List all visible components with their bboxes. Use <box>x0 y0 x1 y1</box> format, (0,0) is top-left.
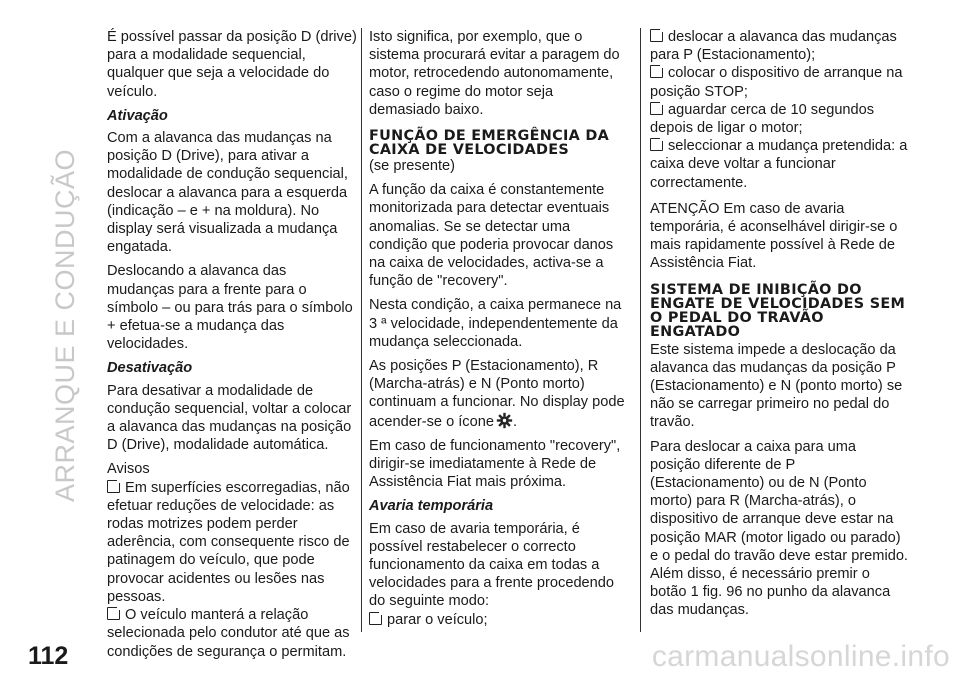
page-number: 112 <box>28 642 69 670</box>
subheading-avaria: Avaria temporária <box>369 498 494 515</box>
list-item: O veículo manterá a relação selecionada pelo condutor até que as condições de segurança o permitam. <box>107 607 350 660</box>
bullet-icon <box>107 607 120 620</box>
paragraph: ATENÇÃO Em caso de avaria temporária, é aconselhável dirigir-se o mais rapidamente possível à Rede de Assistência Fiat. <box>650 200 898 272</box>
paragraph: É possível passar da posição D (drive) para a modalidade sequencial, qualquer que seja a velocidade do veículo. <box>107 29 357 100</box>
paragraph: Em caso de avaria temporária, é possível restabelecer o correcto funcionamento da caixa em todas a velocidades para a frente procedendo do seguinte modo: <box>369 520 615 610</box>
column-1 <box>107 28 357 661</box>
paragraph: Deslocando a alavanca das mudanças para a frente para o símbolo – ou para trás para o símbolo + efetua-se a mudança das velocidades. <box>107 263 353 353</box>
section-title: ARRANQUE E CONDUÇÃO <box>50 148 81 502</box>
subheading-avisos: Avisos <box>107 461 150 478</box>
list-item: aguardar cerca de 10 segundos depois de ligar o motor; <box>650 101 875 137</box>
column-3 <box>650 28 910 626</box>
gearbox-warning-icon <box>496 412 513 429</box>
paragraph: Em caso de funcionamento "recovery", dirigir-se imediatamente à Rede de Assistência Fiat mais próxima. <box>369 437 621 491</box>
bullet-icon <box>650 102 663 115</box>
bullet-icon <box>650 138 663 151</box>
paragraph: Para deslocar a caixa para uma posição diferente de P (Estacionamento) ou de N (Ponto morto) para R (Marcha-atrás), o dispositivo de arranque deve estar na posição MAR (motor ligado ou parado) e o pedal do travão deve estar premido. Além disso, é necessário premir o botão 1 fig. 96 no punho da alavanca das mudanças. <box>650 438 908 619</box>
paragraph: As posições P (Estacionamento), R (Marcha-atrás) e N (Ponto morto) continuam a funcionar. No display pode acender-se o ícone . <box>369 358 625 430</box>
column-divider <box>361 28 362 632</box>
list-item: colocar o dispositivo de arranque na posição STOP; <box>650 65 903 100</box>
list-item: parar o veículo; <box>369 611 627 629</box>
subheading-ativacao: Ativação <box>107 107 168 124</box>
watermark: carmanualsonline.info <box>651 640 950 673</box>
column-divider <box>640 28 641 632</box>
column-2 <box>369 28 627 629</box>
section-title-vertical <box>46 20 86 630</box>
bullet-icon <box>650 29 663 42</box>
list-item: seleccionar a mudança pretendida: a caixa deve voltar a funcionar correctamente. <box>650 138 908 191</box>
bullet-icon <box>369 612 382 625</box>
subheading-desativacao: Desativação <box>107 360 193 377</box>
bullet-icon <box>650 65 663 78</box>
paragraph: A função da caixa é constantemente monitorizada para detectar eventuais anomalias. Se se detectar uma condição que poderia provocar danos na caixa de velocidades, activa-se a função de "recovery". <box>369 182 614 290</box>
list-item: deslocar a alavanca das mudanças para P (Estacionamento); <box>650 29 897 64</box>
paragraph: Isto significa, por exemplo, que o sistema procurará evitar a paragem do motor, retrocedendo autonomamente, caso o regime do motor seja demasiado baixo. <box>369 29 620 118</box>
list-item: Em superfícies escorregadias, não efetuar reduções de velocidade: as rodas motrizes podem perder aderência, com consequente risco de patinagem do veículo, que pode provocar acidentes ou lesões nas pessoas. <box>107 479 350 605</box>
bullet-icon <box>107 480 120 493</box>
paragraph: Com a alavanca das mudanças na posição D (Drive), para ativar a modalidade de condução sequencial, deslocar a alavanca para a esquerda (indicação – e + na moldura). No display será visualizada a mudança engatada. <box>107 130 348 256</box>
paragraph: Para desativar a modalidade de condução sequencial, voltar a colocar a alavanca das mudanças na posição D (Drive), modalidade automática. <box>107 382 352 454</box>
section-heading-inibicao: SISTEMA DE INIBIÇÃO DO ENGATE DE VELOCIDADES SEM O PEDAL DO TRAVÃO ENGATADO <box>650 281 906 340</box>
heading-note: (se presente) <box>369 158 455 175</box>
paragraph: Este sistema impede a deslocação da alavanca das mudanças da posição P (Estacionamento) e N (ponto morto) se não se carregar primeiro no pedal do travão. <box>650 341 903 431</box>
paragraph: Nesta condição, a caixa permanece na 3 ª velocidade, independentemente da mudança seleccionada. <box>369 297 622 350</box>
section-heading-emergencia: FUNÇÃO DE EMERGÊNCIA DA CAIXA DE VELOCIDADES <box>369 128 610 159</box>
